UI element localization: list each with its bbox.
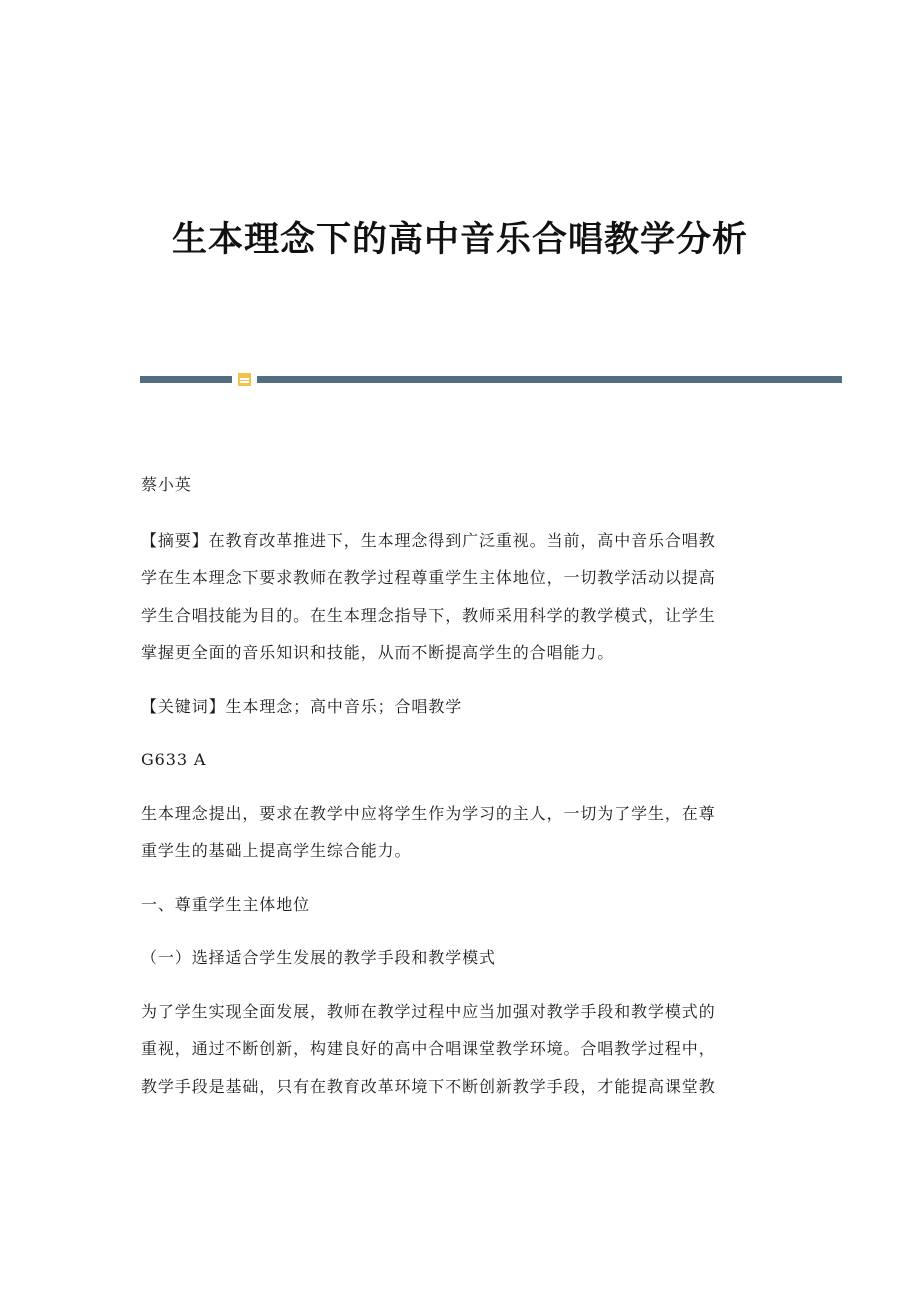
keywords-line <box>141 688 777 726</box>
abstract-block <box>141 522 777 672</box>
body-paragraph <box>141 993 777 1106</box>
abstract-line-4: 掌握更全面的音乐知识和技能，从而不断提高学生的合唱能力。 <box>141 643 615 662</box>
intro-line-2: 重学生的基础上提高学生综合能力。 <box>141 841 412 860</box>
abstract-label: 【摘要】 <box>141 530 209 550</box>
abstract-line-2: 学在生本理念下要求教师在教学过程尊重学生主体地位，一切教学活动以提高 <box>141 568 716 587</box>
body-line-1: 为了学生实现全面发展，教师在教学过程中应当加强对教学手段和教学模式的 <box>141 1001 716 1021</box>
intro-paragraph <box>141 795 777 870</box>
keywords-label: 【关键词】 <box>141 696 226 716</box>
divider-bar-right <box>257 376 842 383</box>
abstract-line-1 <box>141 522 777 560</box>
classification-code: G633 A <box>141 750 207 769</box>
divider-bar-left <box>140 376 232 383</box>
body-line-2: 重视，通过不断创新，构建良好的高中合唱课堂教学环境。合唱教学过程中， <box>141 1039 716 1058</box>
document-body <box>141 466 777 1105</box>
author-name: 蔡小英 <box>141 475 192 494</box>
keywords-text: 生本理念；高中音乐；合唱教学 <box>225 696 463 716</box>
abstract-text-1: 在教育改革推进下，生本理念得到广泛重视。当前，高中音乐合唱教 <box>208 530 716 550</box>
abstract-line-3: 学生合唱技能为目的。在生本理念指导下，教师采用科学的教学模式，让学生 <box>141 605 716 625</box>
body-line-3: 教学手段是基础，只有在教育改革环境下不断创新教学手段，才能提高课堂教 <box>141 1076 716 1096</box>
intro-line-1: 生本理念提出，要求在教学中应将学生作为学习的主人，一切为了学生，在尊 <box>141 803 716 823</box>
subsection-heading: （一）选择适合学生发展的教学手段和教学模式 <box>141 948 496 967</box>
title-divider <box>140 372 842 388</box>
divider-emblem-icon <box>238 373 251 386</box>
section-heading: 一、尊重学生主体地位 <box>141 894 311 914</box>
document-title: 生本理念下的高中音乐合唱教学分析 <box>171 219 748 260</box>
